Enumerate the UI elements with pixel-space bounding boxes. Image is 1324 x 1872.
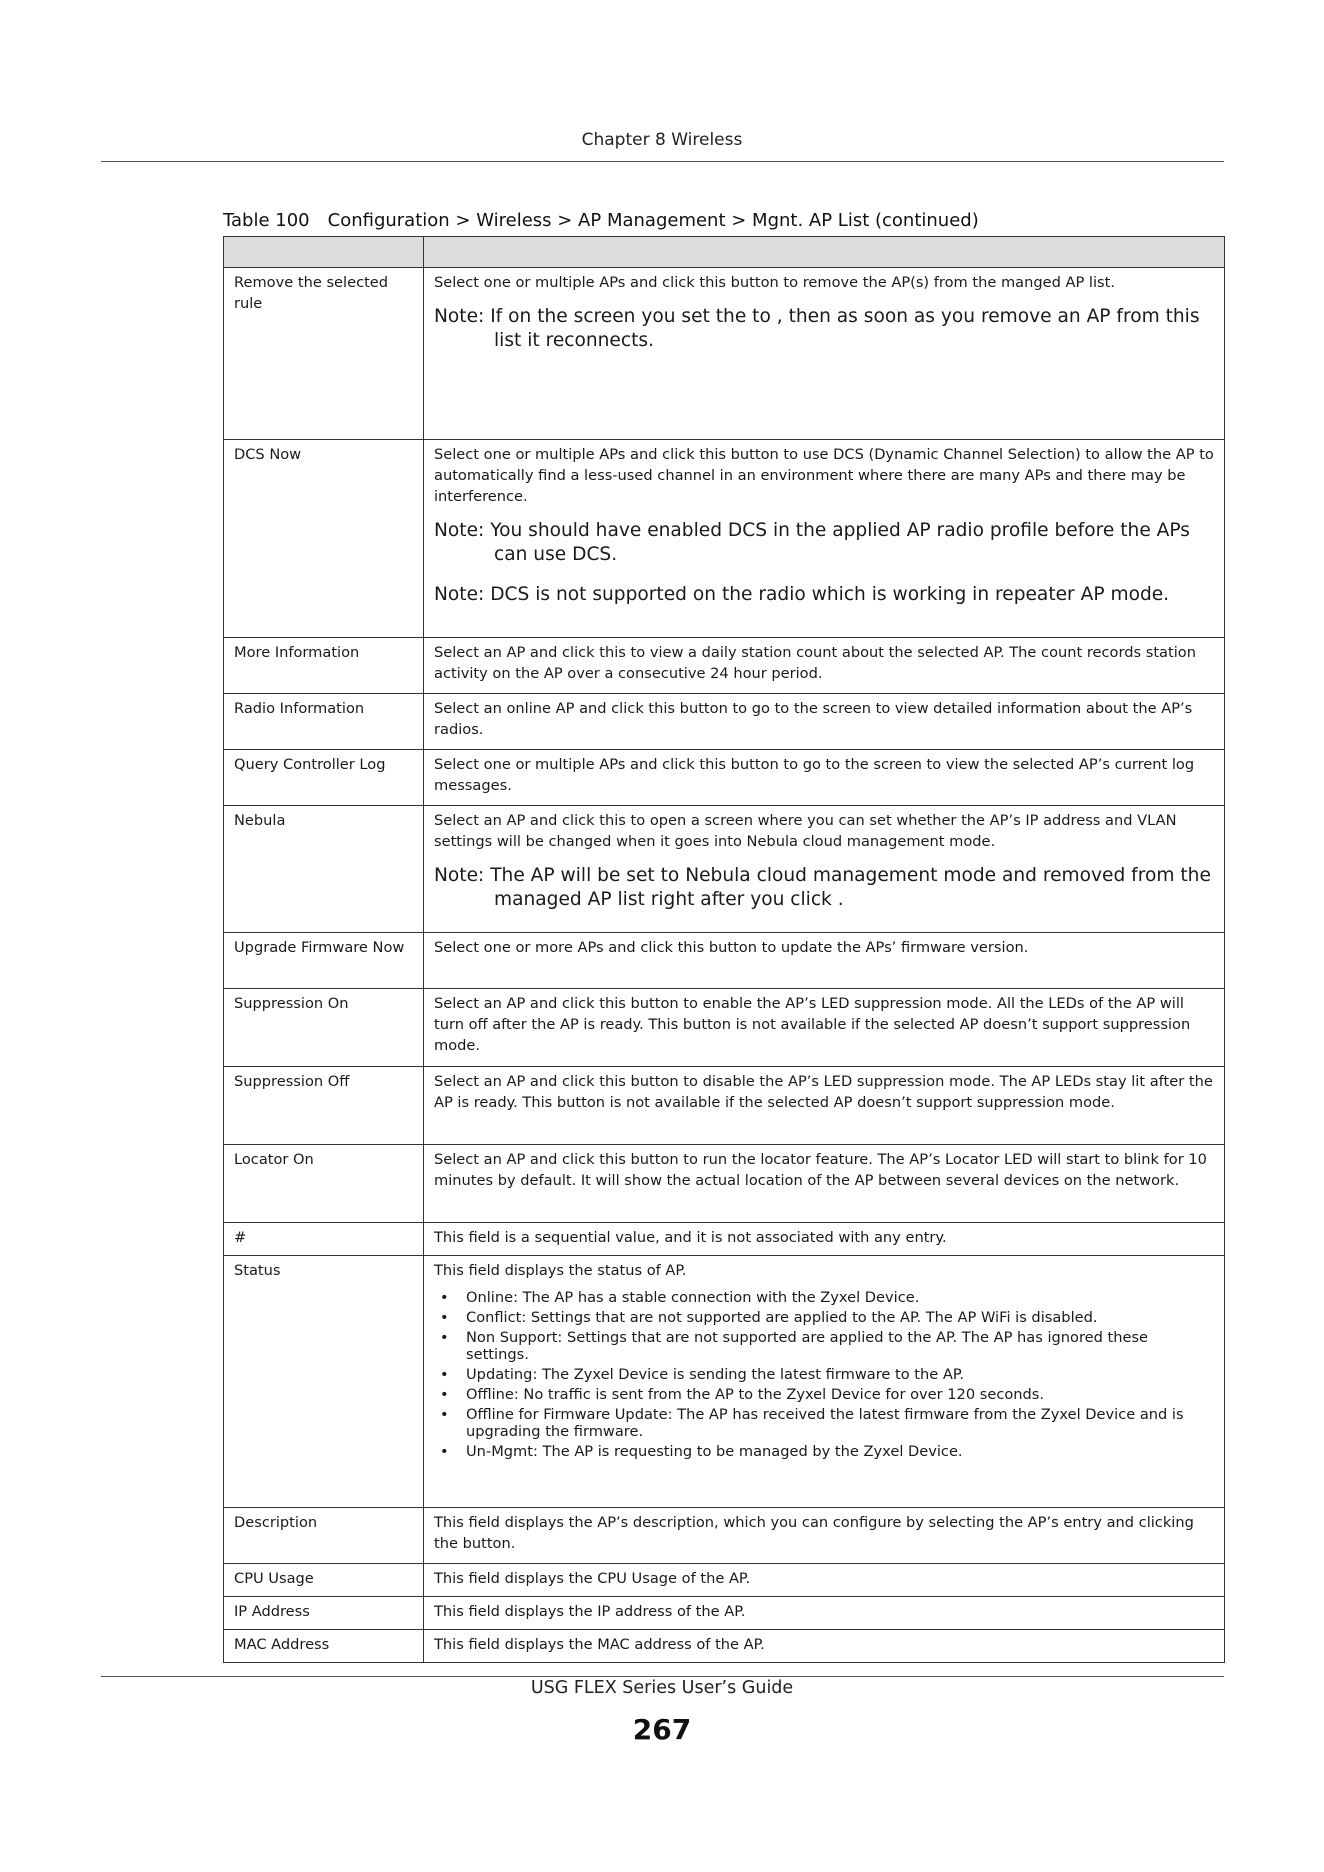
row-text: Select one or multiple APs and click this button to remove the AP(s) from the manged AP list. (434, 274, 1115, 291)
table-row (224, 440, 1225, 638)
row-description (424, 1256, 1225, 1508)
row-description (424, 268, 1225, 440)
header-cell-description (424, 237, 1225, 268)
row-description: Select an AP and click this button to enable the AP’s LED suppression mode. All the LEDs of the AP will turn off after the AP is ready. This button is not available if the selected AP doesn’t support suppression mode. (424, 989, 1225, 1067)
row-label: MAC Address (224, 1630, 424, 1663)
row-label: Upgrade Firmware Now (224, 933, 424, 989)
row-label: CPU Usage (224, 1564, 424, 1597)
row-description: Select one or more APs and click this button to update the APs’ firmware version. (424, 933, 1225, 989)
header-divider (101, 161, 1224, 162)
table-row (224, 1564, 1225, 1597)
table-row (224, 1067, 1225, 1145)
row-description (424, 440, 1225, 638)
table-header-row (224, 237, 1225, 268)
list-item: • Non Support: Settings that are not supported are applied to the AP. The AP has ignored these settings. (434, 1329, 1214, 1363)
row-description (424, 806, 1225, 933)
row-label: Locator On (224, 1145, 424, 1223)
list-item: • Online: The AP has a stable connection with the Zyxel Device. (434, 1289, 1214, 1306)
row-description: This field displays the IP address of the AP. (424, 1597, 1225, 1630)
page-number: 267 (632, 1713, 692, 1746)
row-text: Select an AP and click this to open a screen where you can set whether the AP’s IP address and VLAN settings will be changed when it goes into Nebula cloud management mode. (434, 812, 1177, 850)
table-row (224, 750, 1225, 806)
row-description: This field displays the CPU Usage of the AP. (424, 1564, 1225, 1597)
status-list (434, 1289, 1214, 1460)
table-row (224, 989, 1225, 1067)
row-description: Select an online AP and click this button to go to the screen to view detailed information about the AP’s radios. (424, 694, 1225, 750)
row-description: This field displays the MAC address of the AP. (424, 1630, 1225, 1663)
row-label: Query Controller Log (224, 750, 424, 806)
row-label: # (224, 1223, 424, 1256)
table-row (224, 933, 1225, 989)
row-description: Select an AP and click this button to run the locator feature. The AP’s Locator LED will start to blink for 10 minutes by default. It will show the actual location of the AP between several devices on the network. (424, 1145, 1225, 1223)
row-label: Description (224, 1508, 424, 1564)
row-label: Suppression On (224, 989, 424, 1067)
table-caption (223, 210, 979, 231)
row-label: Status (224, 1256, 424, 1508)
table-row (224, 806, 1225, 933)
row-label: Radio Information (224, 694, 424, 750)
header-cell-label (224, 237, 424, 268)
row-description: Select one or multiple APs and click this button to go to the screen to view the selected AP’s current log messages. (424, 750, 1225, 806)
row-description: This field is a sequential value, and it is not associated with any entry. (424, 1223, 1225, 1256)
row-label: Suppression Off (224, 1067, 424, 1145)
row-description: Select an AP and click this to view a daily station count about the selected AP. The count records station activity on the AP over a consecutive 24 hour period. (424, 638, 1225, 694)
table-row (224, 1223, 1225, 1256)
table-row (224, 694, 1225, 750)
row-label: Remove the selected rule (224, 268, 424, 440)
table-title: Configuration > Wireless > AP Management > Mgnt. AP List (continued) (327, 210, 979, 231)
table-row (224, 1597, 1225, 1630)
table-row (224, 268, 1225, 440)
list-item: • Offline for Firmware Update: The AP has received the latest firmware from the Zyxel Device and is upgrading the firmware. (434, 1406, 1214, 1440)
list-item: • Un-Mgmt: The AP is requesting to be managed by the Zyxel Device. (434, 1443, 1214, 1460)
row-note: Note: You should have enabled DCS in the applied AP radio profile before the APs can use DCS. (434, 520, 1190, 565)
row-note: Note: The AP will be set to Nebula cloud management mode and removed from the managed AP list right after you click . (434, 865, 1211, 910)
field-description-table (223, 236, 1225, 1663)
row-label: IP Address (224, 1597, 424, 1630)
table-row (224, 1256, 1225, 1508)
list-item: • Conflict: Settings that are not supported are applied to the AP. The AP WiFi is disabled. (434, 1309, 1214, 1326)
row-text: Select one or multiple APs and click this button to use DCS (Dynamic Channel Selection) to allow the AP to automatically find a less-used channel in an environment where there are many APs and there may be interference. (434, 446, 1214, 505)
table-label: Table 100 (223, 210, 310, 231)
row-description: Select an AP and click this button to disable the AP’s LED suppression mode. The AP LEDs stay lit after the AP is ready. This button is not available if the selected AP doesn’t support suppression mode. (424, 1067, 1225, 1145)
row-label: More Information (224, 638, 424, 694)
row-note: Note: DCS is not supported on the radio which is working in repeater AP mode. (434, 584, 1170, 605)
row-text: This field displays the status of AP. (434, 1262, 687, 1279)
row-label: DCS Now (224, 440, 424, 638)
guide-title: USG FLEX Series User’s Guide (530, 1678, 794, 1698)
list-item: • Offline: No traffic is sent from the AP to the Zyxel Device for over 120 seconds. (434, 1386, 1214, 1403)
list-item: • Updating: The Zyxel Device is sending the latest firmware to the AP. (434, 1366, 1214, 1383)
footer-divider (101, 1676, 1224, 1677)
row-label: Nebula (224, 806, 424, 933)
row-description: This field displays the AP’s description, which you can configure by selecting the AP’s entry and clicking the button. (424, 1508, 1225, 1564)
table-row (224, 1145, 1225, 1223)
chapter-header: Chapter 8 Wireless (581, 130, 743, 150)
table-row (224, 638, 1225, 694)
table-row (224, 1508, 1225, 1564)
row-note: Note: If on the screen you set the to , then as soon as you remove an AP from this list it reconnects. (434, 306, 1200, 351)
table-row (224, 1630, 1225, 1663)
